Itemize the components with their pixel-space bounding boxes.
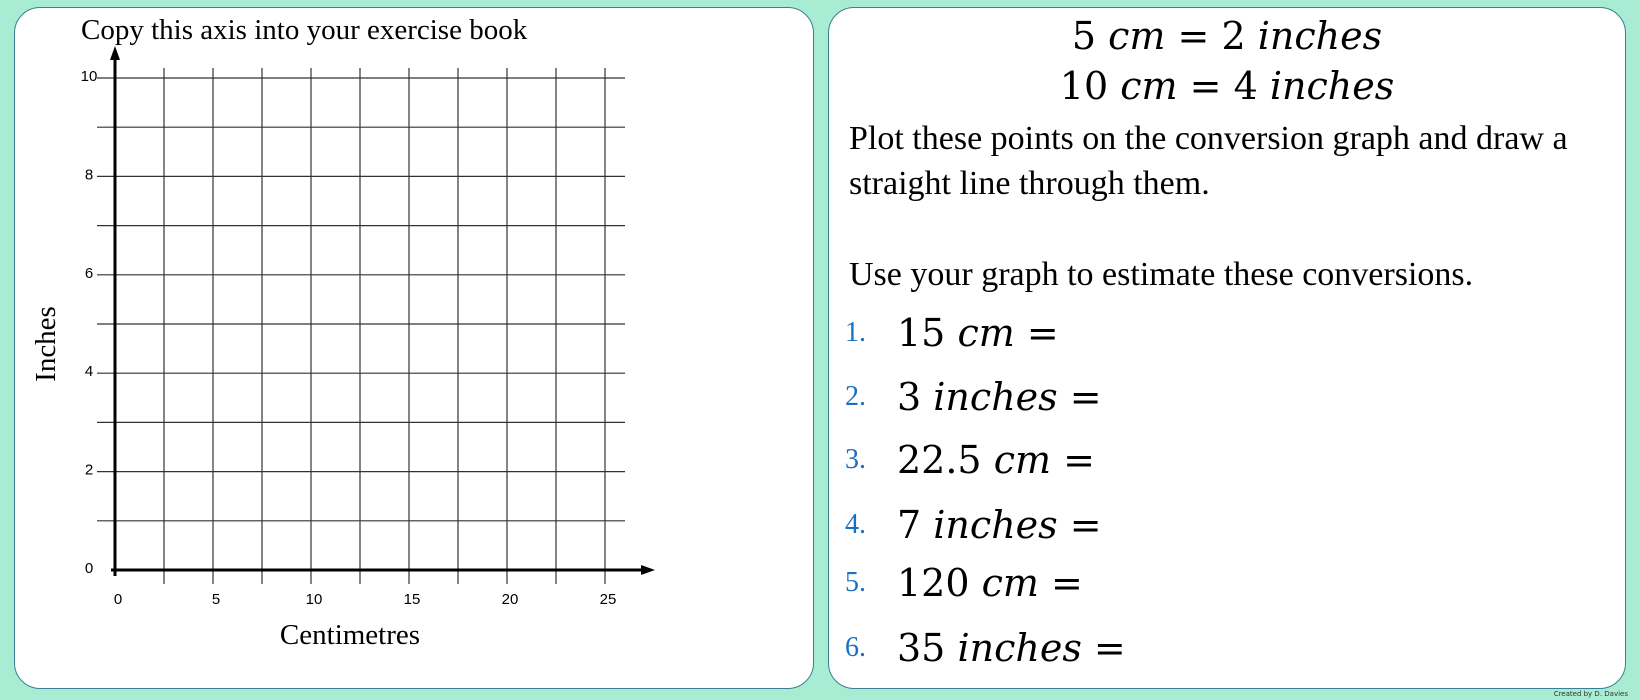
- fact-1-inch-unit: inches: [1257, 14, 1383, 58]
- y-axis-title: Inches: [30, 306, 62, 382]
- conversion-fact-1: [829, 14, 1625, 58]
- author-credit: Created by D. Davies: [1553, 690, 1628, 698]
- fact-2-cm-value: 10: [1059, 64, 1109, 108]
- question-expression: 120 cm =: [897, 561, 1083, 605]
- y-tick-label: 2: [84, 461, 94, 479]
- y-tick-label: 10: [80, 68, 98, 85]
- fact-1-cm-unit: cm: [1108, 14, 1166, 58]
- y-tick-label: 8: [84, 166, 94, 184]
- fact-2-cm-unit: cm: [1120, 64, 1178, 108]
- question-1: [845, 311, 1059, 361]
- question-number: 3.: [845, 444, 866, 475]
- y-tick-label: 4: [84, 363, 94, 381]
- question-number: 6.: [845, 632, 866, 663]
- x-tick-label: 20: [501, 591, 519, 608]
- question-3: [845, 438, 1095, 488]
- question-expression: 3 inches =: [897, 375, 1102, 419]
- question-expression: 7 inches =: [897, 503, 1102, 547]
- question-expression: 35 inches =: [897, 626, 1126, 670]
- question-expression: 22.5 cm =: [897, 438, 1095, 482]
- x-axis-title: Centimetres: [279, 619, 421, 651]
- question-number: 4.: [845, 509, 866, 540]
- x-tick-label: 10: [305, 591, 323, 608]
- x-tick-label: 0: [113, 591, 123, 608]
- question-number: 1.: [845, 317, 866, 348]
- equals-sign: =: [1189, 64, 1222, 108]
- question-number: 2.: [845, 381, 866, 412]
- estimate-instruction: Use your graph to estimate these conversions.: [849, 256, 1474, 293]
- question-6: [845, 626, 1126, 676]
- question-expression: 15 cm =: [897, 311, 1059, 355]
- graph-panel: [14, 7, 814, 689]
- plot-instruction: Plot these points on the conversion graph and draw a straight line through them.: [849, 120, 1568, 202]
- copy-axis-instruction: Copy this axis into your exercise book: [81, 14, 528, 46]
- conversion-graph: [15, 8, 815, 690]
- fact-2-inch-unit: inches: [1269, 64, 1395, 108]
- x-tick-label: 5: [211, 591, 221, 608]
- questions-panel: [828, 7, 1626, 689]
- fact-1-inch-value: 2: [1221, 14, 1246, 58]
- question-4: [845, 503, 1102, 553]
- x-tick-label: 15: [403, 591, 421, 608]
- question-5: [845, 561, 1083, 611]
- x-axis-arrow: [641, 565, 655, 575]
- fact-1-cm-value: 5: [1071, 14, 1097, 58]
- y-axis-arrow: [110, 46, 120, 60]
- question-2: [845, 375, 1102, 425]
- question-number: 5.: [845, 567, 866, 598]
- conversion-fact-2: [829, 64, 1625, 108]
- y-tick-label: 0: [84, 560, 94, 577]
- x-tick-label: 25: [599, 591, 617, 608]
- y-tick-label: 6: [84, 264, 94, 282]
- equals-sign: =: [1177, 14, 1210, 58]
- fact-2-inch-value: 4: [1233, 64, 1258, 108]
